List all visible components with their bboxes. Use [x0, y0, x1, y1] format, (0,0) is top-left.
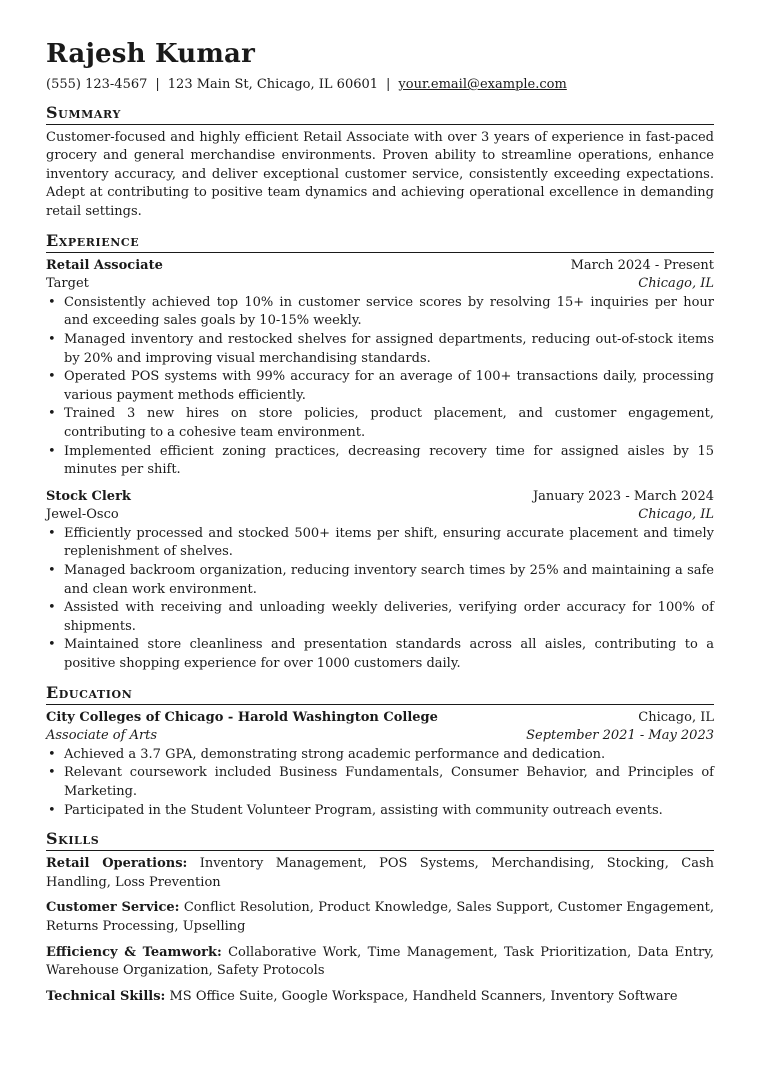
bullet-item: • Trained 3 new hires on store policies, product placement, and customer engagement, contributing to a cohesive team environment. — [46, 405, 714, 442]
skill-list: Conflict Resolution, Product Knowledge, Sales Support, Customer Engagement, Returns Processing, Upselling — [46, 900, 715, 934]
contact-line — [46, 76, 714, 95]
summary-heading: Summary — [46, 103, 714, 125]
experience-heading: Experience — [46, 231, 714, 253]
bullet-item: • Operated POS systems with 99% accuracy for an average of 100+ transactions daily, processing various payment methods efficiently. — [46, 368, 714, 405]
bullet-item: • Consistently achieved top 10% in customer service scores by resolving 15+ inquiries per hour and exceeding sales goals by 10-15% weekly. — [46, 294, 714, 331]
skill-label: Efficiency & Teamwork: — [46, 944, 222, 960]
company-name: Target — [46, 276, 89, 292]
job-dates: January 2023 - March 2024 — [532, 488, 714, 504]
education-bullets — [46, 746, 714, 820]
contact-separator: | — [155, 77, 160, 92]
bullet-item: • Managed inventory and restocked shelves for assigned departments, reducing out-of-stock items by 20% and improving visual merchandising standards. — [46, 331, 714, 368]
skill-group — [46, 944, 714, 981]
degree-name: Associate of Arts — [46, 728, 158, 744]
bullet-item: • Implemented efficient zoning practices, decreasing recovery time for assigned aisles by 15 minutes per shift. — [46, 443, 714, 480]
resume-header — [46, 38, 714, 95]
summary-section — [46, 103, 714, 222]
bullet-item: • Relevant coursework included Business Fundamentals, Consumer Behavior, and Principles of Marketing. — [46, 764, 714, 801]
skill-label: Technical Skills: — [46, 988, 166, 1004]
skill-group — [46, 855, 714, 892]
bullet-item: • Maintained store cleanliness and presentation standards across all aisles, contributing to a positive shopping experience for over 1000 customers daily. — [46, 636, 714, 673]
phone-number: (555) 123-4567 — [46, 77, 148, 92]
job-bullets — [46, 294, 714, 480]
contact-separator: | — [386, 77, 391, 92]
skill-list: Inventory Management, POS Systems, Merchandising, Stocking, Cash Handling, Loss Prevention — [46, 856, 714, 890]
bullet-item: • Participated in the Student Volunteer Program, assisting with community outreach events. — [46, 802, 714, 821]
skill-list: MS Office Suite, Google Workspace, Handheld Scanners, Inventory Software — [169, 988, 678, 1004]
bullet-item: • Assisted with receiving and unloading weekly deliveries, verifying order accuracy for 100% of shipments. — [46, 599, 714, 636]
school-location: Chicago, IL — [638, 709, 714, 725]
job-bullets — [46, 525, 714, 674]
job-location: Chicago, IL — [638, 507, 714, 523]
skills-section — [46, 829, 714, 1006]
candidate-name: Rajesh Kumar — [46, 39, 255, 69]
job-dates: March 2024 - Present — [570, 257, 714, 273]
skill-label: Retail Operations: — [46, 856, 188, 872]
job-location: Chicago, IL — [638, 276, 714, 292]
street-address: 123 Main St, Chicago, IL 60601 — [167, 77, 379, 92]
email-link[interactable]: your.email@example.com — [398, 77, 567, 92]
company-name: Jewel-Osco — [46, 507, 119, 523]
bullet-item: • Efficiently processed and stocked 500+ items per shift, ensuring accurate placement and timely replenishment of shelves. — [46, 525, 714, 562]
education-dates: September 2021 - May 2023 — [526, 728, 714, 744]
skill-group — [46, 899, 714, 936]
experience-section — [46, 231, 714, 674]
skills-heading: Skills — [46, 829, 714, 851]
school-name: City Colleges of Chicago - Harold Washington College — [46, 709, 438, 725]
job-entry — [46, 488, 714, 674]
skill-list: Collaborative Work, Time Management, Task Prioritization, Data Entry, Warehouse Organization, Safety Protocols — [46, 944, 714, 979]
job-title: Stock Clerk — [46, 488, 131, 504]
education-heading: Education — [46, 683, 714, 705]
skill-group — [46, 988, 714, 1007]
job-entry — [46, 257, 714, 480]
skill-label: Customer Service: — [46, 900, 180, 916]
education-section — [46, 683, 714, 821]
bullet-item: • Achieved a 3.7 GPA, demonstrating strong academic performance and dedication. — [46, 746, 714, 765]
job-title: Retail Associate — [46, 257, 163, 273]
bullet-item: • Managed backroom organization, reducing inventory search times by 25% and maintaining a safe and clean work environment. — [46, 562, 714, 599]
summary-text: Customer-focused and highly efficient Retail Associate with over 3 years of experience in fast-paced grocery and general merchandise environments. Proven ability to streamline operations, enhance inventory accuracy, and deliver exceptional customer service, consistently exceeding expectations. Adept at contributing to positive team dynamics and achieving operational excellence in demanding retail settings. — [46, 129, 714, 219]
